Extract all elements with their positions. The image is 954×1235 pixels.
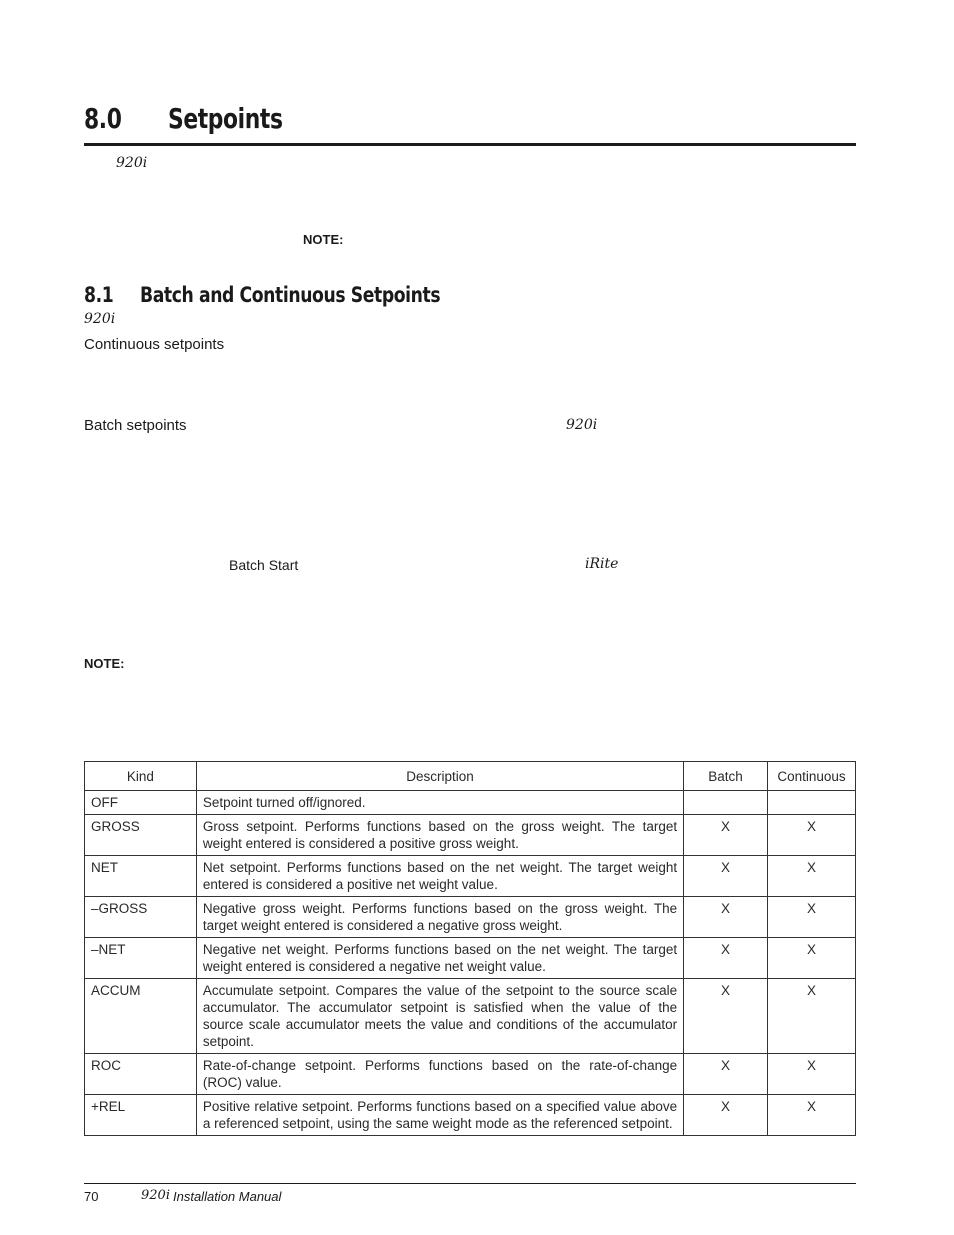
footer-product-name: 920i [141, 1188, 170, 1203]
batch-cell [684, 791, 768, 815]
continuous-cell: X [768, 938, 856, 979]
batch-cell: X [684, 856, 768, 897]
continuous-cell: X [768, 1095, 856, 1136]
section-product-name: 920i [84, 311, 116, 327]
section-number: 8.1 [84, 283, 114, 307]
batch-cell: X [684, 1054, 768, 1095]
chapter-rule [84, 143, 856, 146]
batch-setpoints-heading: Batch setpoints [84, 417, 187, 434]
table-row [85, 979, 856, 1054]
table-header-row [85, 762, 856, 791]
continuous-cell: X [768, 815, 856, 856]
continuous-cell [768, 791, 856, 815]
description-cell: Negative gross weight. Performs functions based on the gross weight. The target weight entered is considered a negative gross weight. [196, 897, 683, 938]
table-row [85, 1054, 856, 1095]
header-description: Description [196, 762, 683, 791]
batch-cell: X [684, 1095, 768, 1136]
setpoint-kinds-table [84, 761, 856, 1136]
batch-cell: X [684, 897, 768, 938]
continuous-cell: X [768, 1054, 856, 1095]
chapter-title: Setpoints [168, 102, 283, 135]
intro-product-name: 920i [116, 155, 148, 171]
footer-rule [84, 1183, 856, 1184]
kind-cell: –NET [85, 938, 197, 979]
batch-start-label: Batch Start [229, 557, 299, 573]
header-batch: Batch [684, 762, 768, 791]
section-title: Batch and Continuous Setpoints [140, 283, 441, 307]
batch-product-name: 920i [566, 417, 598, 433]
header-continuous: Continuous [768, 762, 856, 791]
description-cell: Gross setpoint. Performs functions based on the gross weight. The target weight entered is considered a positive gross weight. [196, 815, 683, 856]
continuous-cell: X [768, 856, 856, 897]
continuous-setpoints-heading: Continuous setpoints [84, 336, 225, 353]
footer-manual-title: Installation Manual [173, 1189, 282, 1204]
table-row [85, 856, 856, 897]
header-kind: Kind [85, 762, 197, 791]
description-cell: Accumulate setpoint. Compares the value of the setpoint to the source scale accumulator. The accumulator setpoint is satisfied when the value of the source scale accumulator meets the value and conditions of the accumulator setpoint. [196, 979, 683, 1054]
batch-note-label: NOTE: [84, 656, 125, 671]
intro-note-label: NOTE: [303, 232, 344, 247]
kind-cell: ACCUM [85, 979, 197, 1054]
description-cell: Setpoint turned off/ignored. [196, 791, 683, 815]
batch-cell: X [684, 815, 768, 856]
description-cell: Positive relative setpoint. Performs functions based on a specified value above a referenced setpoint, using the same weight mode as the referenced setpoint. [196, 1095, 683, 1136]
continuous-cell: X [768, 897, 856, 938]
description-cell: Negative net weight. Performs functions based on the net weight. The target weight entered is considered a negative net weight value. [196, 938, 683, 979]
table-row [85, 897, 856, 938]
continuous-cell: X [768, 979, 856, 1054]
chapter-number: 8.0 [84, 102, 122, 135]
kind-cell: +REL [85, 1095, 197, 1136]
table-row [85, 815, 856, 856]
kind-cell: NET [85, 856, 197, 897]
description-cell: Rate-of-change setpoint. Performs functions based on the rate-of-change (ROC) value. [196, 1054, 683, 1095]
page-number: 70 [84, 1189, 99, 1204]
kind-cell: OFF [85, 791, 197, 815]
table-row [85, 1095, 856, 1136]
kind-cell: –GROSS [85, 897, 197, 938]
table-row [85, 938, 856, 979]
kind-cell: ROC [85, 1054, 197, 1095]
description-cell: Net setpoint. Performs functions based on the net weight. The target weight entered is considered a positive net weight value. [196, 856, 683, 897]
irite-label: iRite [585, 556, 619, 572]
kind-cell: GROSS [85, 815, 197, 856]
batch-cell: X [684, 979, 768, 1054]
table-row [85, 791, 856, 815]
batch-cell: X [684, 938, 768, 979]
